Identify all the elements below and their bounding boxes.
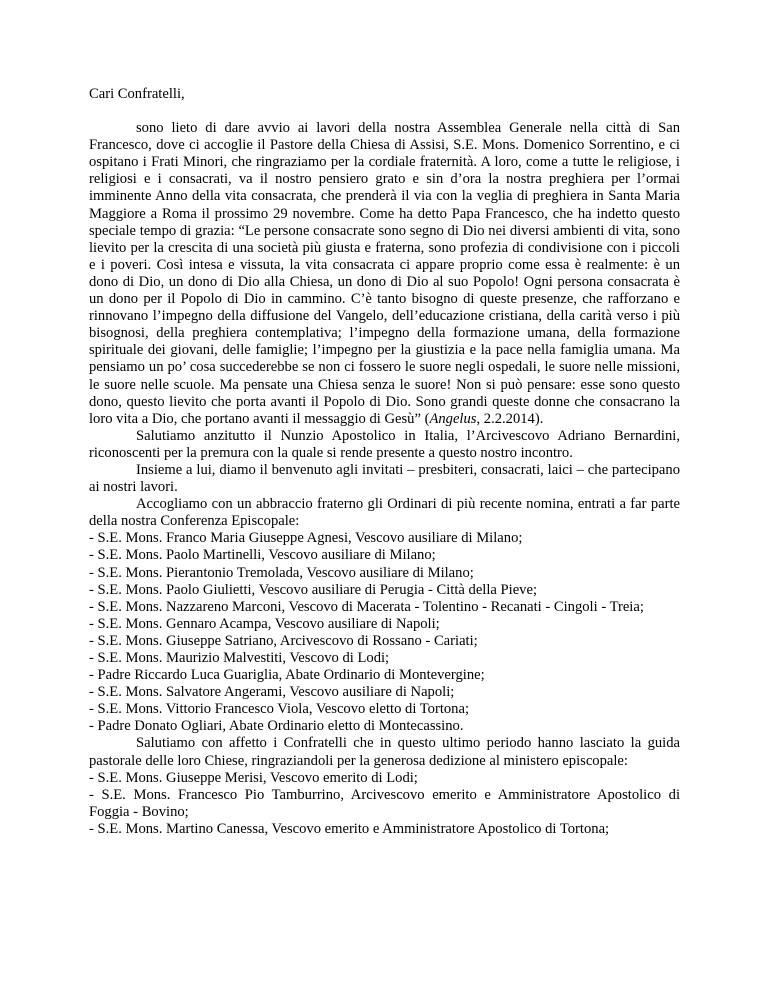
list-item: - S.E. Mons. Franco Maria Giuseppe Agnesi, Vescovo ausiliare di Milano; — [89, 530, 523, 547]
list-item: - S.E. Mons. Gennaro Acampa, Vescovo ausiliare di Napoli; — [89, 615, 440, 632]
list-item: - S.E. Mons. Giuseppe Merisi, Vescovo emerito di Lodi; — [89, 769, 418, 786]
list-item: - S.E. Mons. Pierantonio Tremolada, Vescovo ausiliare di Milano; — [89, 564, 474, 581]
paragraph-opening-text: sono lieto di dare avvio ai lavori della nostra Assemblea Generale nella città di San Francesco, dove ci accoglie il Pastore della Chiesa di Assisi, S.E. Mons. Domenico Sorrentino, e ci ospitano i Frati Minori, che ringraziamo per la cordiale fraternità. A loro, come a tutte le religiose, i religiosi e i consacrati, va il nostro pensiero grato e sin d’ora la nostra preghiera per l’ormai imminente Anno della vita consacrata, che prenderà il via con la veglia di preghiera in Santa Maria Maggiore a Roma il prossimo 29 novembre. Come ha detto Papa Francesco, che ha indetto questo speciale tempo di grazia: “Le persone consacrate sono segno di Dio nei diversi ambienti di vita, sono lievito per la crescita di una società più giusta e fraterna, sono profezia di condivisione con i piccoli e i poveri. Così intesa e vissuta, la vita consacrata ci appare proprio come essa è realmente: è un dono di Dio, un dono di Dio alla Chiesa, un dono di Dio al suo Popolo! Ogni persona consacrata è un dono per il Popolo di Dio in cammino. C’è tanto bisogno di queste presenze, che rafforzano e rinnovano l’impegno della diffusione del Vangelo, dell’educazione cristiana, della carità verso i più bisognosi, della preghiera contemplativa; l’impegno della formazione umana, della formazione spirituale dei giovani, delle famiglie; l’impegno per la giustizia e la pace nella famiglia umana. Ma pensiamo un po’ cosa succederebbe se non ci fossero le suore negli ospedali, le suore nelle missioni, le suore nelle scuole. Ma pensate una Chiesa senza le suore! Non si può pensare: esse sono questo dono, questo lievito che porta avanti il Popolo di Dio. Sono grandi queste donne che consacrano la loro vita a Dio, che portano avanti il messaggio di Gesù” ( — [89, 120, 680, 427]
paragraph-invitati: Insieme a lui, diamo il benvenuto agli invitati – presbiteri, consacrati, laici – che partecipano ai nostri lavori. — [89, 461, 680, 496]
list-item: - S.E. Mons. Nazzareno Marconi, Vescovo di Macerata - Tolentino - Recanati - Cingoli - Treia; — [89, 598, 644, 615]
list-item: - S.E. Mons. Martino Canessa, Vescovo emerito e Amministratore Apostolico di Tortona; — [89, 820, 610, 837]
list-item: - S.E. Mons. Vittorio Francesco Viola, Vescovo eletto di Tortona; — [89, 701, 469, 718]
list-item: - S.E. Mons. Salvatore Angerami, Vescovo ausiliare di Napoli; — [89, 684, 455, 701]
salutation: Cari Confratelli, — [89, 86, 185, 102]
new-ordinaries-list — [89, 530, 680, 735]
list-item: - Padre Donato Ogliari, Abate Ordinario eletto di Montecassino. — [89, 718, 464, 735]
list-item: - S.E. Mons. Giuseppe Satriano, Arcivescovo di Rossano - Cariati; — [89, 632, 478, 649]
list-item: - S.E. Mons. Paolo Martinelli, Vescovo ausiliare di Milano; — [89, 547, 436, 564]
document-page — [89, 86, 680, 838]
citation-angelus: Angelus — [429, 410, 477, 427]
paragraph-nunzio: Salutiamo anzitutto il Nunzio Apostolico in Italia, l’Arcivescovo Adriano Bernardini, riconoscenti per la premura con la quale si rende presente a questo nostro incontro. — [89, 427, 680, 461]
list-item: - S.E. Mons. Paolo Giulietti, Vescovo ausiliare di Perugia - Città della Pieve; — [89, 581, 538, 598]
citation-date: , 2.2.2014). — [476, 410, 544, 427]
retired-bishops-list — [89, 770, 680, 838]
paragraph-retired-intro: Salutiamo con affetto i Confratelli che in questo ultimo periodo hanno lasciato la guida pastorale delle loro Chiese, ringraziandoli per la generosa dedizione al ministero episcopale: — [89, 735, 680, 769]
paragraph-new-ordinaries-intro: Accogliamo con un abbraccio fraterno gli Ordinari di più recente nomina, entrati a far parte della nostra Conferenza Episcopale: — [89, 496, 680, 530]
list-item: - S.E. Mons. Francesco Pio Tamburrino, Arcivescovo emerito e Amministratore Apostolico di Foggia - Bovino; — [89, 786, 680, 820]
paragraph-opening — [89, 120, 680, 428]
list-item: - Padre Riccardo Luca Guariglia, Abate Ordinario di Montevergine; — [89, 667, 485, 684]
list-item: - S.E. Mons. Maurizio Malvestiti, Vescovo di Lodi; — [89, 650, 390, 666]
